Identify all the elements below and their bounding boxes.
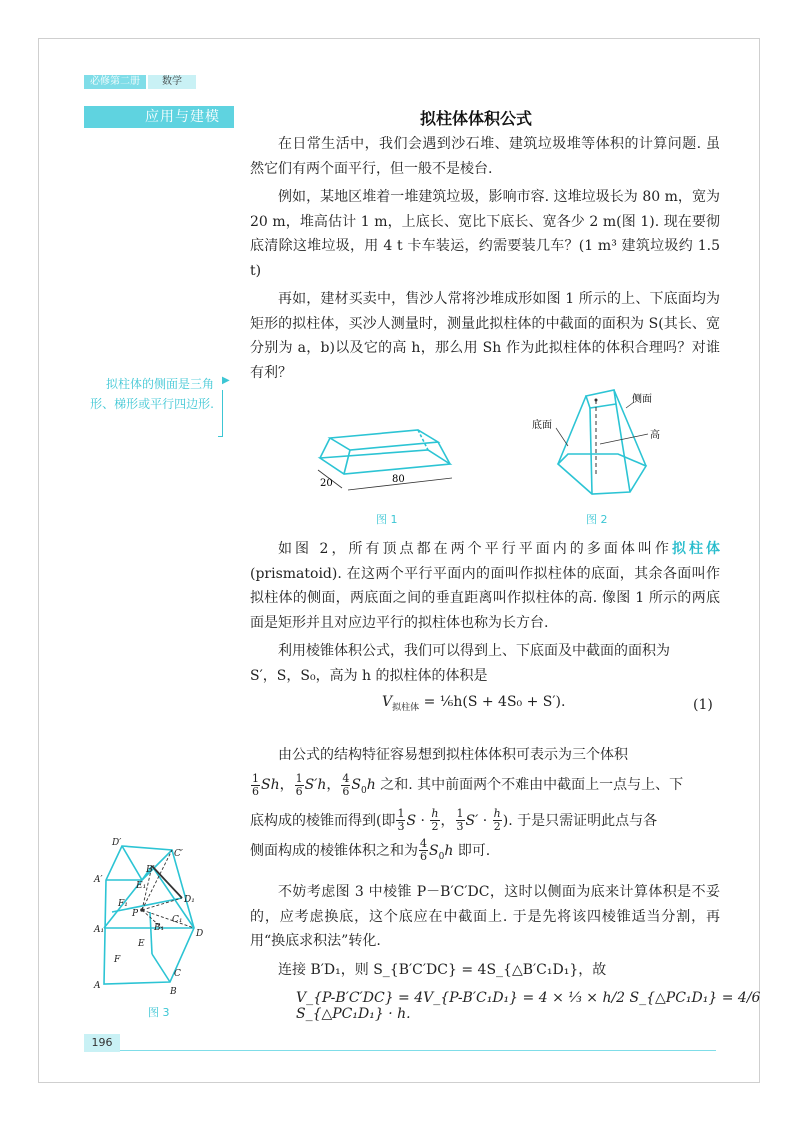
paragraph-4-post: (prismatoid). 在这两个平行平面内的面叫作拟柱体的底面，其余各面叫作拟柱体的侧面，两底面之间的垂直距离叫作拟柱体的高. 像图 1 所示的两底面是矩形并且对应边平行的拟柱体也称为长方台. <box>250 565 720 631</box>
svg-text:A: A <box>94 981 101 991</box>
svg-text:F: F <box>114 955 121 965</box>
term-prismatoid: 拟柱体 <box>671 541 721 557</box>
svg-text:P: P <box>132 909 139 919</box>
figure-2 <box>528 382 678 506</box>
svg-text:E: E <box>138 939 145 949</box>
formula-1-rhs: = ⅙h(S + 4S₀ + S′). <box>423 694 566 710</box>
paragraph-8: 连接 B′D₁，则 S_{B′C′DC} = 4S_{△B′C₁D₁}，故 <box>278 961 607 978</box>
svg-text:B: B <box>170 987 177 996</box>
side-note-bracket <box>218 390 223 437</box>
formula-1-lhs: V <box>382 694 393 710</box>
paragraph-6-line-4-post: 即可. <box>457 842 491 859</box>
side-note: 拟柱体的侧面是三角形、梯形或平行四边形. <box>90 377 214 411</box>
page-number: 196 <box>84 1034 120 1052</box>
svg-text:E₁: E₁ <box>136 881 147 891</box>
svg-text:A₁: A₁ <box>94 925 105 935</box>
paragraph-6-line-1: 由公式的结构特征容易想到拟柱体体积可表示为三个体积 <box>278 747 628 763</box>
paragraph-5-line-1: 利用棱锥体积公式，我们可以得到上、下底面及中截面的面积为 <box>278 643 670 659</box>
formula-2: V_{P-B′C′DC} = 4V_{P-B′C₁D₁} = 4 × ⅓ × h/2 S_{△PC₁D₁} = 4/6 S_{△PC₁D₁} · h. <box>296 990 761 1022</box>
paragraph-6-line-2: $\frac{1}{6}$ Sh， $\frac{1}{6}$ S′h， $\frac{4}{6}$ $S_0h$ 之和. 其中前面两个不难由中截面上一点与上、下 <box>252 771 684 798</box>
paragraph-7: 不妨考虑图 3 中棱锥 P－B′C′DC，这时以侧面为底来计算体积是不妥的，应考虑换底，这个底应在中截面上. 于是先将该四棱锥适当分割，再用“换底求积法”转化. <box>250 884 720 949</box>
paragraph-6-line-3-post: ). 于是只需证明此点与各 <box>502 812 658 829</box>
fig1-dim-length: 80 <box>392 474 405 485</box>
figure-2-caption: 图 2 <box>586 513 608 526</box>
method-paragraph <box>250 880 720 982</box>
svg-text:D: D <box>196 929 204 939</box>
svg-text:C: C <box>174 969 181 979</box>
paragraph-6-line-3-pre: 底构成的棱锥而得到(即 <box>250 812 396 829</box>
svg-text:C₁: C₁ <box>172 915 183 925</box>
figure-3-caption: 图 3 <box>148 1006 170 1019</box>
figure-1-caption: 图 1 <box>376 513 398 526</box>
figure-3 <box>92 836 242 996</box>
paragraph-3: 再如，建材买卖中，售沙人常将沙堆成形如图 1 所示的上、下底面均为矩形的拟柱体，买沙人测量时，测量此拟柱体的中截面的面积为 S(其长、宽分别为 a，b)以及它的高 h，那么用 Sh 作为此拟柱体的体积合理吗？对谁有利？ <box>250 291 720 381</box>
intro-paragraphs <box>250 132 720 385</box>
fig2-label-height: 高 <box>650 430 660 441</box>
svg-text:B′: B′ <box>146 865 155 875</box>
paragraph-2: 例如，某地区堆着一堆建筑垃圾，影响市容. 这堆垃圾长为 80 m，宽为 20 m，堆高估计 1 m，上底长、宽比下底长、宽各少 2 m(图 1). 现在要彻底清除这堆垃圾，用 4 t 卡车装运，约需要装几车？(1 m³ 建筑垃圾约 1.5 t) <box>250 189 720 279</box>
paragraph-6-line-4-pre: 侧面构成的棱锥体积之和为 <box>250 842 418 859</box>
svg-text:C′: C′ <box>174 849 183 859</box>
formula-1-sub: 拟柱体 <box>392 702 420 713</box>
svg-text:D₁: D₁ <box>184 895 195 905</box>
fig2-label-side: 侧面 <box>632 394 652 405</box>
paragraph-5-line-2: S′，S，S₀，高为 h 的拟柱体的体积是 <box>250 667 488 684</box>
svg-text:D′: D′ <box>112 838 122 848</box>
footer-rule <box>120 1050 716 1051</box>
paragraph-6-line-2-tail: 之和. 其中前面两个不难由中截面上一点与上、下 <box>380 777 684 793</box>
definition-paragraph <box>250 537 720 688</box>
paragraph-4-pre: 如图 2，所有顶点都在两个平行平面内的多面体叫作 <box>278 541 672 557</box>
svg-text:F₁: F₁ <box>118 899 128 909</box>
svg-text:B₁: B₁ <box>154 923 165 933</box>
section-label: 应用与建模 <box>84 106 234 128</box>
formula-1-number: (1) <box>693 697 713 713</box>
figure-1 <box>300 420 480 500</box>
subject-tag: 数学 <box>148 75 196 89</box>
paragraph-6-line-4: 侧面构成的棱锥体积之和为 $\frac{4}{6}$ $S_0h$ 即可. <box>250 837 491 864</box>
paragraph-6-line-3: 底构成的棱锥而得到(即 $\frac{1}{3}$ S · $\frac{h}{2}$ ， $\frac{1}{3}$ S′ · $\frac{h}{2}$ ). 于是只需证明此点与各 <box>250 807 658 834</box>
page-title: 拟柱体体积公式 <box>420 109 533 128</box>
derivation-paragraph <box>250 740 720 872</box>
svg-text:A′: A′ <box>94 875 103 885</box>
fig2-label-bottom: 底面 <box>532 420 552 431</box>
formula-1 <box>382 694 565 713</box>
book-tag: 必修第二册 <box>84 75 146 89</box>
fig1-dim-width: 20 <box>320 478 333 489</box>
side-note-arrow-icon: ▶ <box>222 375 230 386</box>
paragraph-1: 在日常生活中，我们会遇到沙石堆、建筑垃圾堆等体积的计算问题. 虽然它们有两个面平行，但一般不是棱台. <box>250 136 720 177</box>
